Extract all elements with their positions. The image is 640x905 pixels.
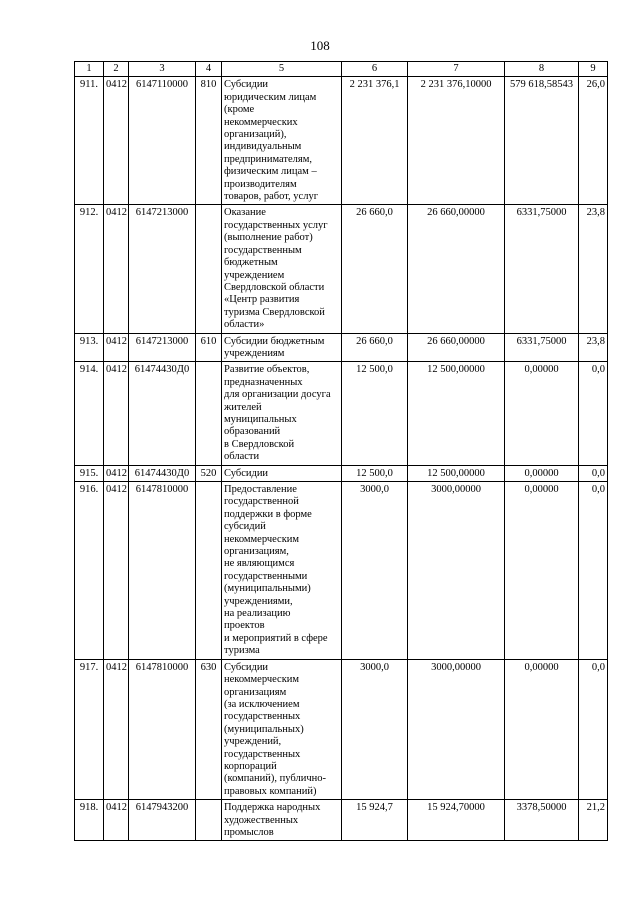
column-header: 6: [342, 62, 408, 77]
table-row: [75, 465, 608, 481]
target-article-code: 6147810000: [129, 482, 196, 660]
row-number: 911.: [75, 77, 104, 205]
executed-amount: 0,00000: [505, 482, 579, 660]
target-article-code: 61474430Д0: [129, 465, 196, 481]
column-header: 2: [104, 62, 129, 77]
section-code: 0412: [104, 362, 129, 465]
section-code: 0412: [104, 800, 129, 841]
executed-amount: 6331,75000: [505, 205, 579, 333]
item-name: Субсидии юридическим лицам (кроме некоммерческих организаций), индивидуальным предпринимателям, физическим лицам – производителям товаров, работ, услуг: [222, 77, 342, 205]
row-number: 915.: [75, 465, 104, 481]
approved-amount: 3000,00000: [408, 482, 505, 660]
expense-type-code: 520: [196, 465, 222, 481]
expense-type-code: [196, 482, 222, 660]
item-name: Субсидии бюджетным учреждениям: [222, 333, 342, 362]
executed-amount: 0,00000: [505, 465, 579, 481]
item-name: Субсидии: [222, 465, 342, 481]
plan-amount: 15 924,7: [342, 800, 408, 841]
target-article-code: 6147110000: [129, 77, 196, 205]
execution-percent: 0,0: [579, 362, 608, 465]
approved-amount: 12 500,00000: [408, 362, 505, 465]
row-number: 914.: [75, 362, 104, 465]
executed-amount: 3378,50000: [505, 800, 579, 841]
column-header: 7: [408, 62, 505, 77]
column-header: 4: [196, 62, 222, 77]
execution-percent: 0,0: [579, 659, 608, 799]
execution-percent: 0,0: [579, 482, 608, 660]
executed-amount: 579 618,58543: [505, 77, 579, 205]
approved-amount: 26 660,00000: [408, 205, 505, 333]
plan-amount: 26 660,0: [342, 205, 408, 333]
expense-type-code: [196, 205, 222, 333]
table-row: [75, 333, 608, 362]
column-header-row: [75, 62, 608, 77]
column-header: 3: [129, 62, 196, 77]
section-code: 0412: [104, 465, 129, 481]
table-row: [75, 77, 608, 205]
plan-amount: 12 500,0: [342, 465, 408, 481]
executed-amount: 0,00000: [505, 659, 579, 799]
row-number: 912.: [75, 205, 104, 333]
execution-percent: 0,0: [579, 465, 608, 481]
item-name: Оказание государственных услуг (выполнение работ) государственным бюджетным учреждением Свердловской области «Центр развития туризма Свердловской области»: [222, 205, 342, 333]
row-number: 917.: [75, 659, 104, 799]
plan-amount: 12 500,0: [342, 362, 408, 465]
section-code: 0412: [104, 333, 129, 362]
plan-amount: 2 231 376,1: [342, 77, 408, 205]
plan-amount: 3000,0: [342, 482, 408, 660]
approved-amount: 3000,00000: [408, 659, 505, 799]
item-name: Развитие объектов, предназначенных для организации досуга жителей муниципальных образований в Свердловской области: [222, 362, 342, 465]
budget-table: [74, 61, 608, 841]
approved-amount: 2 231 376,10000: [408, 77, 505, 205]
target-article-code: 6147213000: [129, 333, 196, 362]
expense-type-code: [196, 800, 222, 841]
expense-type-code: 810: [196, 77, 222, 205]
execution-percent: 23,8: [579, 333, 608, 362]
table-row: [75, 659, 608, 799]
column-header: 5: [222, 62, 342, 77]
execution-percent: 21,2: [579, 800, 608, 841]
table-row: [75, 362, 608, 465]
row-number: 918.: [75, 800, 104, 841]
execution-percent: 23,8: [579, 205, 608, 333]
row-number: 913.: [75, 333, 104, 362]
item-name: Субсидии некоммерческим организациям (за исключением государственных (муниципальных) учреждений, государственных корпораций (компаний), публично- правовых компаний): [222, 659, 342, 799]
expense-type-code: 630: [196, 659, 222, 799]
item-name: Поддержка народных художественных промыслов: [222, 800, 342, 841]
column-header: 8: [505, 62, 579, 77]
target-article-code: 6147943200: [129, 800, 196, 841]
plan-amount: 3000,0: [342, 659, 408, 799]
page-number: 108: [310, 38, 330, 53]
row-number: 916.: [75, 482, 104, 660]
executed-amount: 6331,75000: [505, 333, 579, 362]
target-article-code: 61474430Д0: [129, 362, 196, 465]
table-row: [75, 482, 608, 660]
target-article-code: 6147810000: [129, 659, 196, 799]
approved-amount: 26 660,00000: [408, 333, 505, 362]
section-code: 0412: [104, 482, 129, 660]
section-code: 0412: [104, 77, 129, 205]
plan-amount: 26 660,0: [342, 333, 408, 362]
section-code: 0412: [104, 205, 129, 333]
table-row: [75, 205, 608, 333]
execution-percent: 26,0: [579, 77, 608, 205]
item-name: Предоставление государственной поддержки в форме субсидий некоммерческим организациям, не являющимся государственными (муниципальными) учреждениями, на реализацию проектов и мероприятий в сфере туризма: [222, 482, 342, 660]
approved-amount: 15 924,70000: [408, 800, 505, 841]
executed-amount: 0,00000: [505, 362, 579, 465]
target-article-code: 6147213000: [129, 205, 196, 333]
column-header: 1: [75, 62, 104, 77]
column-header: 9: [579, 62, 608, 77]
expense-type-code: 610: [196, 333, 222, 362]
approved-amount: 12 500,00000: [408, 465, 505, 481]
section-code: 0412: [104, 659, 129, 799]
expense-type-code: [196, 362, 222, 465]
table-row: [75, 800, 608, 841]
